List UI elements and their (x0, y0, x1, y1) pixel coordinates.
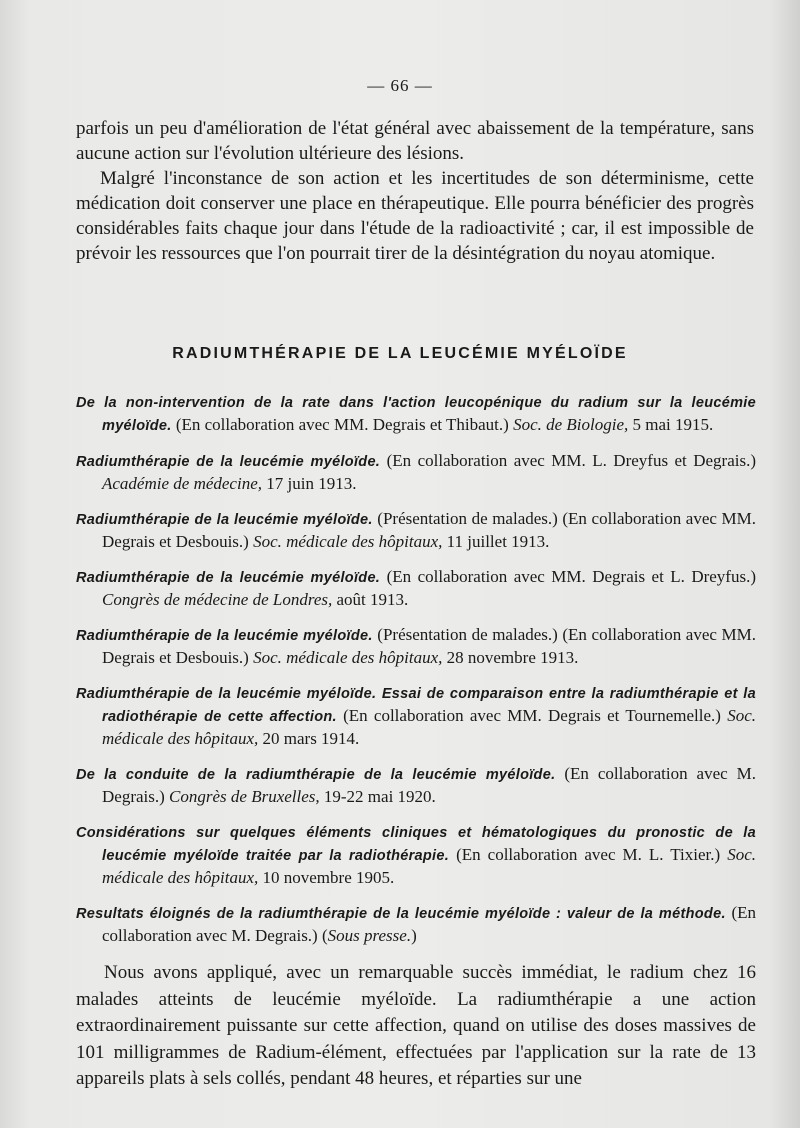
reference-details: (Présentation de malades.) (En collaboration avec MM. Degrais et Desbouis.) (102, 509, 756, 551)
section-heading: RADIUMTHÉRAPIE DE LA LEUCÉMIE MYÉLOÏDE (172, 345, 628, 362)
reference-title: Resultats éloignés de la radiumthérapie de la leucémie myéloïde : valeur de la méthode. (76, 906, 726, 922)
reference-title: Radiumthérapie de la leucémie myéloïde. (76, 570, 381, 586)
intro-paragraph-1: parfois un peu d'amélioration de l'état général avec abaissement de la température, sans aucune action sur l'évolution ultérieure des lésions. (76, 118, 754, 164)
intro-text (76, 116, 754, 266)
reference-journal: Sous presse. (327, 926, 412, 945)
reference-details: (En collaboration avec MM. Degrais et Thibaut.) (171, 415, 514, 434)
reference-date: 28 novembre 1913. (442, 648, 579, 667)
reference-journal: Académie de médecine, (102, 474, 262, 493)
reference-details: (En collaboration avec MM. L. Dreyfus et Degrais.) (380, 451, 756, 470)
reference-title: Considérations sur quelques éléments cliniques et hématologiques du pronostic de la leucémie myéloïde traitée par la radiothérapie. (76, 825, 756, 864)
reference-details: (Présentation de malades.) (En collaboration avec MM. Degrais et Desbouis.) (102, 625, 756, 667)
reference-item (76, 391, 756, 437)
reference-item (76, 624, 756, 669)
reference-details: (En collaboration avec M. L. Tixier.) (449, 845, 728, 864)
reference-title: De la non-intervention de la rate dans l'action leucopénique du radium sur la leucémie myéloïde. (76, 395, 756, 434)
reference-title: Radiumthérapie de la leucémie myéloïde. (76, 628, 373, 644)
reference-details: (En collaboration avec MM. Degrais et Tournemelle.) (336, 706, 728, 725)
reference-item (76, 508, 756, 553)
reference-details: (En collaboration avec MM. Degrais et L. Dreyfus.) (380, 567, 756, 586)
reference-title: Radiumthérapie de la leucémie myéloïde. (76, 512, 373, 528)
reference-item (76, 682, 756, 750)
reference-item (76, 566, 756, 611)
reference-date: 11 juillet 1913. (442, 532, 550, 551)
reference-date: août 1913. (332, 590, 409, 609)
reference-list (76, 391, 756, 960)
reference-date: 17 juin 1913. (262, 474, 357, 493)
reference-date: 5 mai 1915. (628, 415, 714, 434)
reference-journal: Congrès de Bruxelles, (169, 787, 320, 806)
intro-paragraph-2: Malgré l'inconstance de son action et les incertitudes de son déterminisme, cette médication doit conserver une place en thérapeutique. Elle pourra bénéficier des progrès considérables faits chaque jour dans l'étude de la radioactivité ; car, il est impossible de prévoir les ressources que l'on pourrait tirer de la désintégration du noyau atomique. (76, 168, 754, 264)
reference-date: 19-22 mai 1920. (319, 787, 436, 806)
reference-date: 20 mars 1914. (258, 729, 360, 748)
page-number: — 66 — (367, 76, 433, 95)
reference-details: (En collaboration avec M. Degrais.) (102, 764, 756, 806)
reference-details: (En collaboration avec M. Degrais.) ( (102, 903, 756, 945)
reference-title: De la conduite de la radiumthérapie de la leucémie myéloïde. (76, 767, 556, 783)
reference-journal: Soc. médicale des hôpitaux, (102, 845, 756, 887)
reference-date: ) (411, 926, 417, 945)
reference-item (76, 902, 756, 947)
reference-journal: Soc. médicale des hôpitaux, (102, 706, 756, 748)
reference-date: 10 novembre 1905. (258, 868, 395, 887)
reference-journal: Congrès de médecine de Londres, (102, 590, 333, 609)
reference-journal: Soc. de Biologie, (513, 415, 629, 434)
reference-item (76, 763, 756, 808)
reference-title: Radiumthérapie de la leucémie myéloïde. (76, 454, 381, 470)
reference-item (76, 450, 756, 495)
reference-item (76, 821, 756, 889)
reference-journal: Soc. médicale des hôpitaux, (253, 532, 443, 551)
reference-title: Radiumthérapie de la leucémie myéloïde. Essai de comparaison entre la radiumthérapie et la radiothérapie de cette affection. (76, 686, 756, 725)
reference-journal: Soc. médicale des hôpitaux, (253, 648, 443, 667)
closing-paragraph: Nous avons appliqué, avec un remarquable succès immédiat, le radium chez 16 malades atteints de leucémie myéloïde. La radiumthérapie a une action extraordinairement puissante sur cette affection, quand on utilise des doses massives de 101 milligrammes de Radium-élément, effectuées par l'application sur la rate de 13 appareils plats à sels collés, pendant 48 heures, et réparties sur une (76, 962, 756, 1089)
